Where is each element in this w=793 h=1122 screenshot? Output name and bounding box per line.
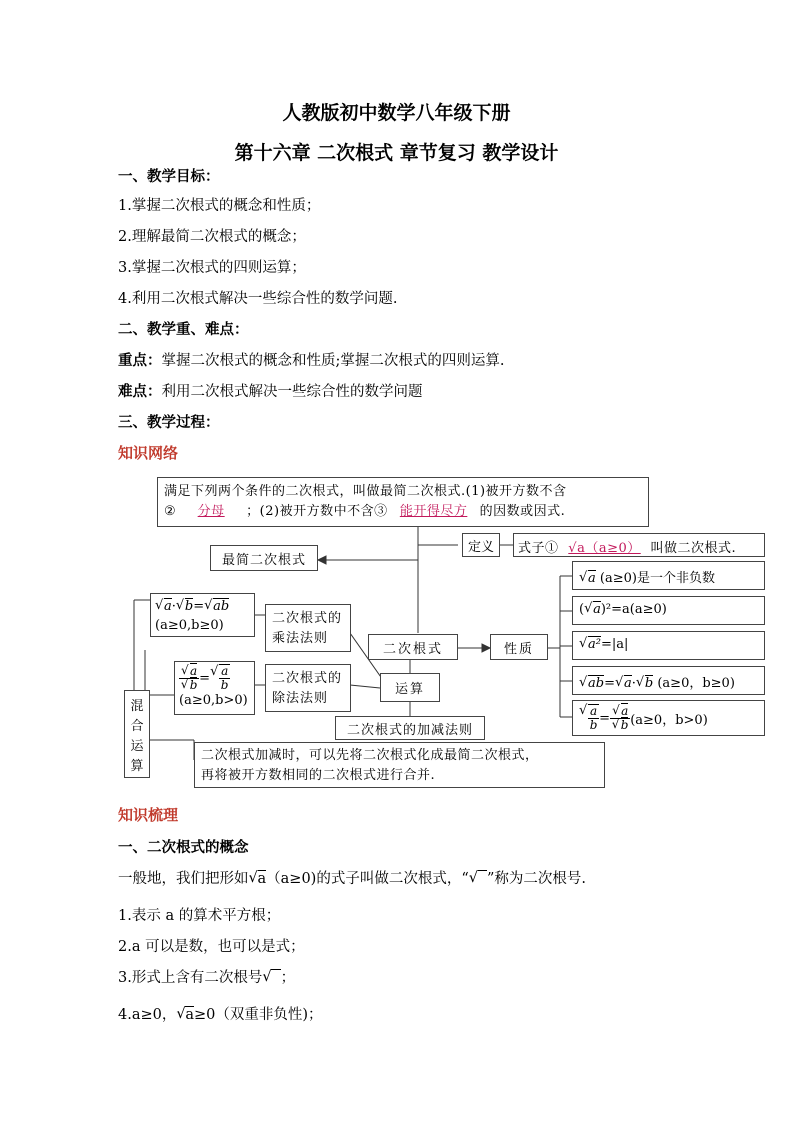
objectives-heading: 一、教学目标： [118, 168, 220, 185]
property-square: (√ a)²=a(a≥0) [572, 596, 765, 625]
objective-item: 2.理解最简二次根式的概念； [118, 229, 306, 245]
concept-item: 2.a 可以是数，也可以是式； [118, 939, 305, 955]
process-heading: 三、教学过程： [118, 414, 220, 431]
property-abs: √ a²=|a| [572, 631, 765, 660]
objective-item: 4.利用二次根式解决一些综合性的数学问题. [118, 291, 398, 307]
operation-node: 运算 [380, 673, 440, 702]
definition-node: 定义 [462, 533, 500, 557]
division-formula: √ a √ b = √ $\frac{a}{b}$ (a≥0,b>0) [174, 661, 255, 715]
definition-text: 式子① √a（a≥0） 叫做二次根式. [513, 533, 765, 557]
difficult-point: 难点：利用二次根式解决一些综合性的数学问题 [118, 383, 423, 400]
network-label: 知识网络 [118, 444, 179, 462]
concept-item: 3.形式上含有二次根号√ ； [118, 966, 295, 987]
property-nonnegative: √ a (a≥0)是一个非负数 [572, 561, 765, 590]
objective-item: 1.掌握二次根式的概念和性质； [118, 198, 321, 214]
multiplication-formula: √ a·√ b=√ ab (a≥0,b≥0) [150, 593, 255, 637]
simplest-definition-box: 满足下列两个条件的二次根式，叫做最简二次根式.(1)被开方数不含 ② 分母 ；(2)被开方数中不含③ 能开得尽方 的因数或因式. [157, 477, 649, 527]
review-label: 知识梳理 [118, 806, 179, 824]
property-product: √ ab=√ a·√ b (a≥0，b≥0) [572, 666, 765, 695]
concept-intro: 一般地，我们把形如√ a（a≥0)的式子叫做二次根式，“√ ”称为二次根号. [118, 867, 586, 888]
add-subtract-rule-node: 二次根式的加减法则 [335, 716, 485, 740]
document-title: 人教版初中数学八年级下册 [282, 102, 511, 124]
keypoints-heading: 二、教学重、难点： [118, 321, 249, 338]
chapter-title: 第十六章 二次根式 章节复习 教学设计 [234, 142, 559, 164]
multiplication-rule-node: 二次根式的乘法法则 [265, 604, 351, 652]
objective-item: 3.掌握二次根式的四则运算； [118, 260, 306, 276]
property-quotient: √ $\frac{a}{b}$ = √ a √ b (a≥0，b>0) [572, 700, 765, 736]
concept-item: 1.表示 a 的算术平方根； [118, 908, 281, 924]
concept-heading: 一、二次根式的概念 [118, 839, 249, 856]
simplest-radical-node: 最简二次根式 [210, 545, 318, 571]
radical-core-node: 二次根式 [368, 634, 458, 660]
division-rule-node: 二次根式的除法法则 [265, 664, 351, 712]
property-node: 性质 [490, 634, 548, 660]
add-subtract-note: 二次根式加减时，可以先将二次根式化成最简二次根式， 再将被开方数相同的二次根式进行合并. [194, 742, 605, 788]
key-point: 重点：掌握二次根式的概念和性质;掌握二次根式的四则运算. [118, 352, 505, 369]
concept-item: 4.a≥0，√ a≥0（双重非负性)； [118, 1003, 323, 1024]
mixed-operation-node: 混合运算 [124, 690, 150, 778]
